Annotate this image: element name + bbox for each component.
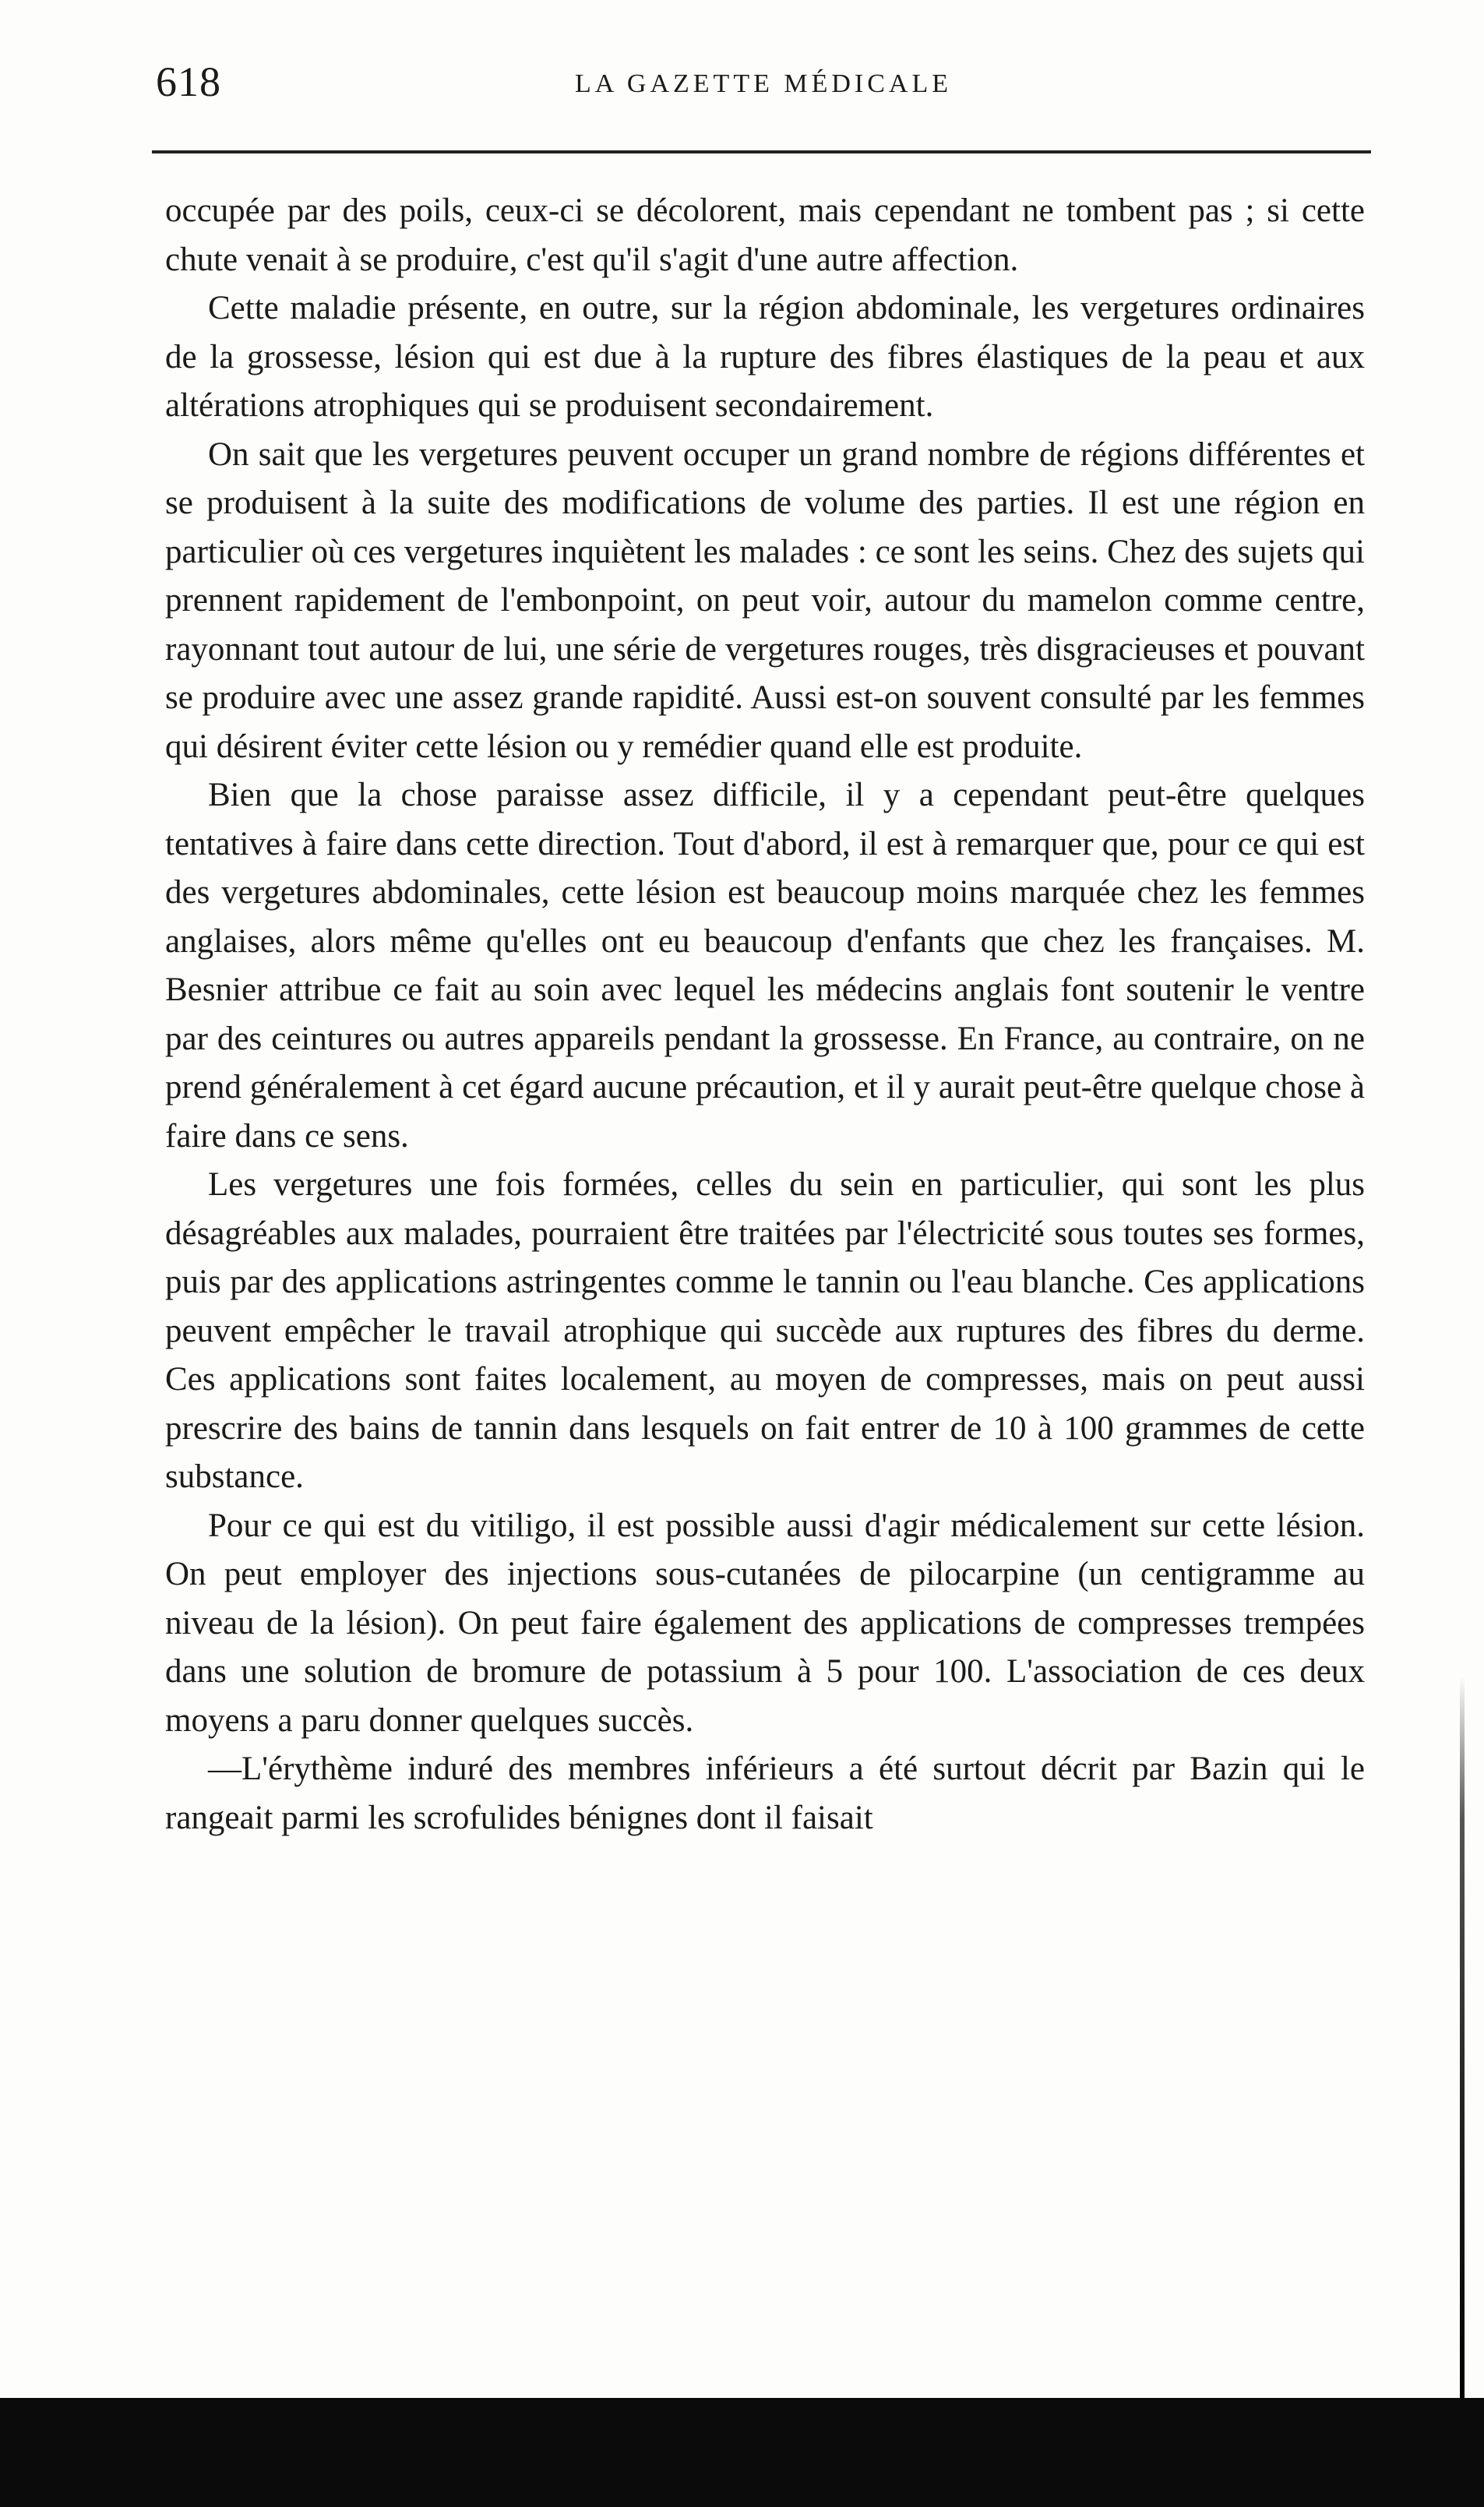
scan-bottom-border: [0, 2398, 1484, 2507]
body-text: [165, 187, 1365, 1842]
paragraph: Cette maladie présente, en outre, sur la région abdominale, les vergetures ordinaires de la grossesse, lésion qui est due à la rupture des fibres élastiques de la peau et aux altérations atrophiques qui se produisent secondairement.: [165, 290, 1365, 424]
page-header: [156, 55, 1371, 109]
running-title: LA GAZETTE MÉDICALE: [574, 69, 953, 98]
paragraph: —L'érythème induré des membres inférieurs a été surtout décrit par Bazin qui le rangeait parmi les scrofulides bénignes dont il faisait: [165, 1751, 1365, 1836]
paragraph: Bien que la chose paraisse assez difficile, il y a cependant peut-être quelques tentatives à faire dans cette direction. Tout d'abord, il est à remarquer que, pour ce qui est des vergetures abdominales, cette lésion est beaucoup moins marquée chez les femmes anglaises, alors même qu'elles ont eu beaucoup d'enfants que chez les françaises. M. Besnier attribue ce fait au soin avec lequel les médecins anglais font soutenir le ventre par des ceintures ou autres appareils pendant la grossesse. En France, au contraire, on ne prend généralement à cet égard aucune précaution, et il y aurait peut-être quelque chose à faire dans ce sens.: [165, 777, 1365, 1155]
paragraph: Les vergetures une fois formées, celles du sein en particulier, qui sont les plus désagréables aux malades, pourraient être traitées par l'électricité sous toutes ses formes, puis par des applications astringentes comme le tannin ou l'eau blanche. Ces applications peuvent empêcher le travail atrophique qui succède aux ruptures des fibres du derme. Ces applications sont faites localement, au moyen de compresses, mais on peut aussi prescrire des bains de tannin dans lesquels on fait entrer de 10 à 100 grammes de cette substance.: [165, 1166, 1365, 1495]
scan-edge-shadow: [1460, 1675, 1465, 2399]
paragraph: On sait que les vergetures peuvent occuper un grand nombre de régions différentes et se produisent à la suite des modifications de volume des parties. Il est une région en particulier où ces vergetures inquiètent les malades : ce sont les seins. Chez des sujets qui prennent rapidement de l'embonpoint, on peut voir, autour du mamelon comme centre, rayonnant tout autour de lui, une série de vergetures rouges, très disgracieuses et pouvant se produire avec une assez grande rapidité. Aussi est-on souvent consulté par les femmes qui désirent éviter cette lésion ou y remédier quand elle est produite.: [165, 435, 1365, 765]
page-number: 618: [156, 58, 221, 105]
paragraph: Pour ce qui est du vitiligo, il est possible aussi d'agir médicalement sur cette lésion. On peut employer des injections sous-cutanées de pilocarpine (un centigramme au niveau de la lésion). On peut faire également des applications de compresses trempées dans une solution de bromure de potassium à 5 pour 100. L'association de ces deux moyens a paru donner quelques succès.: [165, 1507, 1365, 1739]
paragraph: occupée par des poils, ceux-ci se décolorent, mais cependant ne tombent pas ; si cette chute venait à se produire, c'est qu'il s'agit d'une autre affection.: [165, 192, 1365, 278]
header-rule: [152, 150, 1371, 153]
